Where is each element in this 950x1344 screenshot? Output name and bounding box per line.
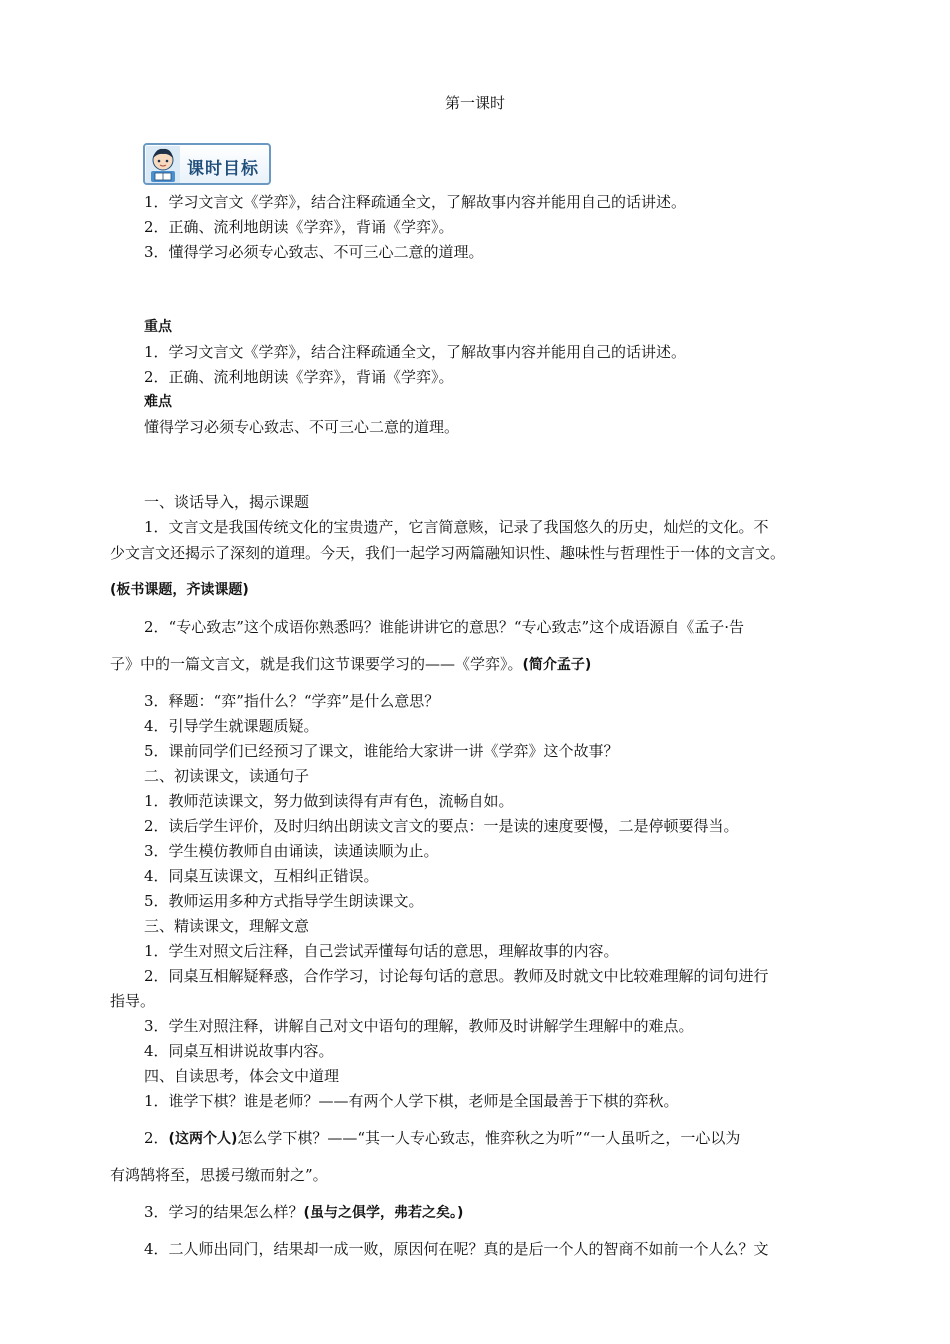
goal-item: 3．懂得学习必须专心致志、不可三心二意的道理。: [144, 243, 484, 261]
paragraph-line: 2．同桌互相解疑释惑，合作学习，讨论每句话的意思。教师及时就文中比较难理解的词句进行: [144, 967, 769, 985]
paragraph-line: [144, 1127, 740, 1150]
list-item: 1．教师范读课文，努力做到读得有声有色，流畅自如。: [144, 792, 514, 810]
section-heading: 一、谈话导入，揭示课题: [144, 493, 310, 511]
teaching-note: (这两个人): [168, 1131, 238, 1147]
teaching-note: (简介孟子): [522, 657, 592, 673]
goal-item: 2．正确、流利地朗读《学弈》，背诵《学弈》。: [144, 218, 454, 236]
paragraph-line: [110, 653, 591, 676]
section-heading: 四、自读思考，体会文中道理: [144, 1067, 340, 1085]
teaching-note: (虽与之俱学，弗若之矣。): [303, 1205, 464, 1221]
paragraph-line: 5．课前同学们已经预习了课文，谁能给大家讲一讲《学弈》这个故事？: [144, 742, 619, 760]
badge-label: 课时目标: [187, 159, 259, 179]
lesson-goals-badge: [143, 143, 271, 185]
paragraph-line: [144, 1201, 463, 1224]
paragraph-line: 指导。: [110, 992, 156, 1010]
list-item: 5．教师运用多种方式指导学生朗读课文。: [144, 892, 424, 910]
difficulty-heading: 难点: [144, 394, 172, 410]
paragraph-text: 2．: [144, 1129, 169, 1147]
paragraph-text: 子》中的一篇文言文，就是我们这节课要学习的——《学弈》。: [110, 655, 523, 673]
teaching-note: (板书课题，齐读课题): [110, 582, 249, 598]
section-heading: 三、精读课文，理解文意: [144, 917, 310, 935]
focus-item: 1．学习文言文《学弈》，结合注释疏通全文，了解故事内容并能用自己的话讲述。: [144, 343, 687, 361]
paragraph-line: 4．二人师出同门，结果却一成一败，原因何在呢？真的是后一个人的智商不如前一个人么？文: [144, 1240, 769, 1258]
paragraph-line: 1．学生对照文后注释，自己尝试弄懂每句话的意思，理解故事的内容。: [144, 942, 619, 960]
section-heading: 二、初读课文，读通句子: [144, 767, 310, 785]
paragraph-line: 3．学生对照注释，讲解自己对文中语句的理解，教师及时讲解学生理解中的难点。: [144, 1017, 694, 1035]
difficulty-text: 懂得学习必须专心致志、不可三心二意的道理。: [144, 418, 460, 436]
list-item: 2．读后学生评价，及时归纳出朗读文言文的要点：一是读的速度要慢，二是停顿要得当。: [144, 817, 739, 835]
paragraph-line: 少文言文还揭示了深刻的道理。今天，我们一起学习两篇融知识性、趣味性与哲理性于一体的文言文。: [110, 544, 786, 562]
focus-item: 2．正确、流利地朗读《学弈》，背诵《学弈》。: [144, 368, 454, 386]
paragraph-line: 1．文言文是我国传统文化的宝贵遗产，它言简意赅，记录了我国悠久的历史，灿烂的文化。不: [144, 518, 769, 536]
paragraph-line: 有鸿鹄将至，思援弓缴而射之”。: [110, 1166, 328, 1184]
list-item: 3．学生模仿教师自由诵读，读通读顺为止。: [144, 842, 439, 860]
focus-heading: 重点: [144, 319, 172, 335]
paragraph-line: 4．引导学生就课题质疑。: [144, 717, 319, 735]
paragraph-text: 3．学习的结果怎么样？: [144, 1203, 304, 1221]
paragraph-text: 怎么学下棋？——“其一人专心致志，惟弈秋之为听”“一人虽听之，一心以为: [237, 1129, 741, 1147]
paragraph-line: 2．“专心致志”这个成语你熟悉吗？谁能讲讲它的意思？“专心致志”这个成语源自《孟子·告: [144, 618, 744, 636]
paragraph-line: 1．谁学下棋？谁是老师？——有两个人学下棋，老师是全国最善于下棋的弈秋。: [144, 1092, 679, 1110]
paragraph-line: 4．同桌互相讲说故事内容。: [144, 1042, 334, 1060]
list-item: 4．同桌互读课文，互相纠正错误。: [144, 867, 379, 885]
page-title: 第一课时: [444, 94, 505, 112]
paragraph-line: 3．释题：“弈”指什么？“学弈”是什么意思？: [144, 692, 440, 710]
student-reading-icon: [146, 146, 180, 184]
goal-item: 1．学习文言文《学弈》，结合注释疏通全文，了解故事内容并能用自己的话讲述。: [144, 193, 687, 211]
